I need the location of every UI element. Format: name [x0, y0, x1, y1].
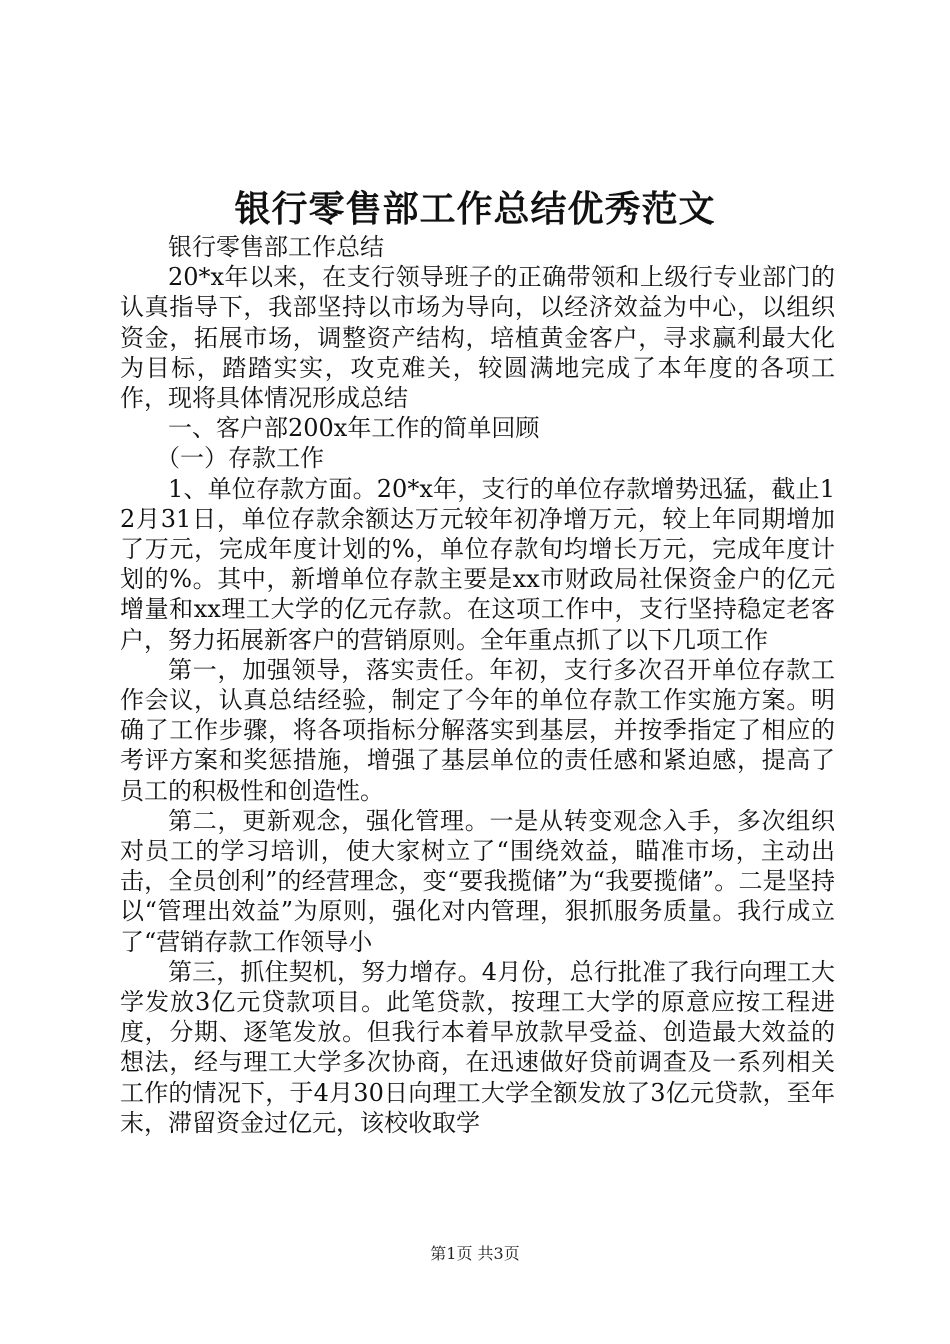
- paragraph-intro: 20*x年以来，在支行领导班子的正确带领和上级行专业部门的认真指导下，我部坚持以市场为导向，以经济效益为中心，以组织资金，拓展市场，调整资产结构，培植黄金客户，寻求赢利最大化为目标，踏踏实实，攻克难关，较圆满地完成了本年度的各项工作，现将具体情况形成总结: [120, 263, 835, 413]
- section-heading: 一、客户部200x年工作的简单回顾: [168, 414, 540, 443]
- subsection-heading: （一）存款工作: [156, 444, 324, 473]
- paragraph-subtitle: 银行零售部工作总结: [168, 233, 384, 261]
- paragraph-unit-deposits: 1、单位存款方面。20*x年，支行的单位存款增势迅猛，截止12月31日，单位存款余额达万元较年初净增万元，较上年同期增加了万元，完成年度计划的%，单位存款旬均增长万元，完成年度计划的%。其中，新增单位存款主要是xx市财政局社保资金户的亿元增量和xx理工大学的亿元存款。在这项工作中，支行坚持稳定老客户，努力拓展新客户的营销原则。全年重点抓了以下几项工作: [120, 474, 835, 654]
- paragraph-first-point: 第一，加强领导，落实责任。年初，支行多次召开单位存款工作会议，认真总结经验，制定了今年的单位存款工作实施方案。明确了工作步骤，将各项指标分解落实到基层，并按季指定了相应的考评方案和奖惩措施，增强了基层单位的责任感和紧迫感，提高了员工的积极性和创造性。: [120, 655, 835, 805]
- document-body: [120, 232, 835, 1138]
- paragraph-second-point: 第二，更新观念，强化管理。一是从转变观念入手，多次组织对员工的学习培训，使大家树立了“围绕效益，瞄准市场，主动出击，全员创利”的经营理念，变“要我揽储”为“我要揽储”。二是坚持以“管理出效益”为原则，强化对内管理，狠抓服务质量。我行成立了“营销存款工作领导小: [120, 806, 835, 956]
- document-title: 银行零售部工作总结优秀范文: [234, 188, 716, 230]
- paragraph-third-point: 第三，抓住契机，努力增存。4月份，总行批准了我行向理工大学发放3亿元贷款项目。此笔贷款，按理工大学的原意应按工程进度，分期、逐笔发放。但我行本着早放款早受益、创造最大效益的想法，经与理工大学多次协商，在迅速做好贷前调查及一系列相关工作的情况下，于4月30日向理工大学全额发放了3亿元贷款，至年末，滞留资金过亿元，该校收取学: [120, 957, 835, 1137]
- page-number-footer: 第1页 共3页: [430, 1244, 520, 1263]
